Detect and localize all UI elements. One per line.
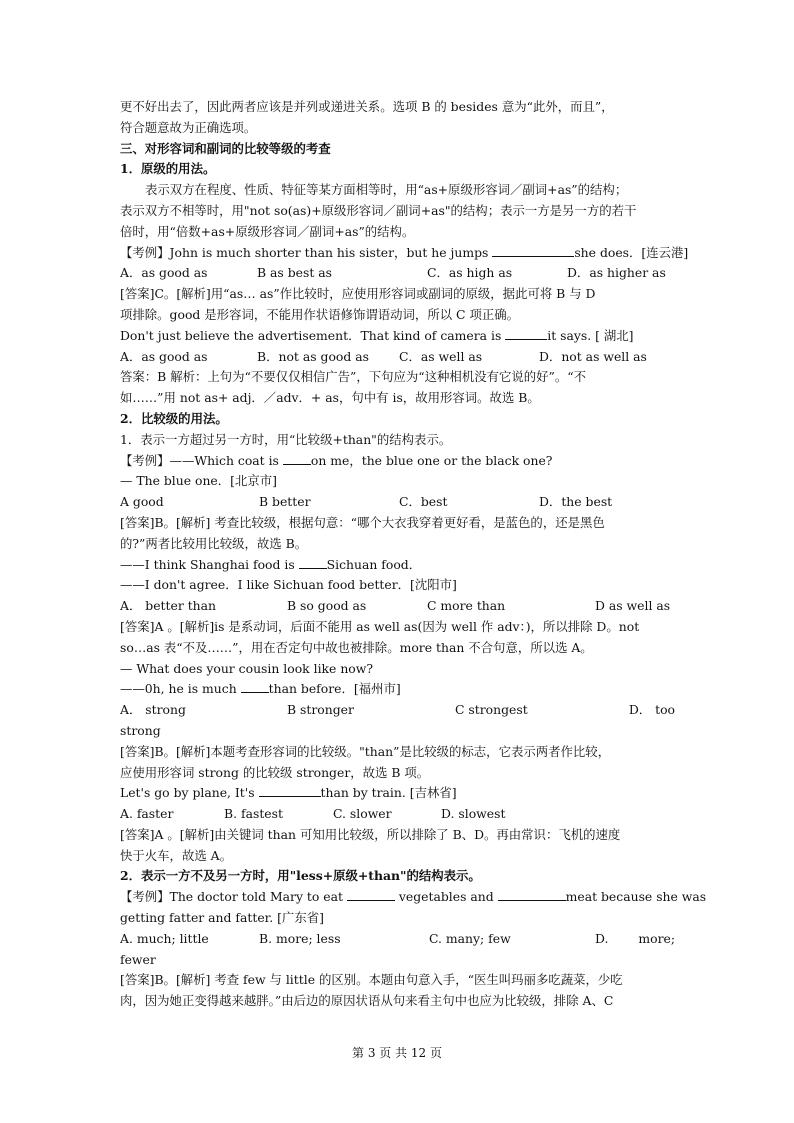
answer-line: [答案]B。[解析] 考查 few 与 little 的区别。本题由句意入手，“医生叫玛丽多吃蔬菜，少吃 <box>120 972 623 988</box>
option: D．not as well as <box>539 348 647 364</box>
question-text: ——I think Shanghai food is <box>120 556 299 572</box>
option: D．the best <box>539 494 613 510</box>
answer-blank <box>299 555 327 569</box>
option-continuation: strong <box>120 722 161 738</box>
question-text: on me，the blue one or the black one? <box>310 452 553 468</box>
question-line <box>120 243 689 264</box>
subsection-heading: 1．原级的用法。 <box>120 161 216 177</box>
option: B stronger <box>287 702 354 718</box>
question-text: meat because she was <box>565 889 707 905</box>
option: C．as high as <box>427 265 513 281</box>
question-text: she does．[连云港] <box>574 244 689 260</box>
option-row <box>120 700 675 721</box>
option: C．as well as <box>399 348 483 364</box>
option: C. many; few <box>429 930 511 946</box>
question-text: Let's go by plane, It's <box>120 785 259 801</box>
option: C．best <box>399 494 448 510</box>
option: A. much; little <box>120 930 209 946</box>
question-line: — The blue one．[北京市] <box>120 473 277 489</box>
answer-line: [答案]B。[解析] 考查比较级，根据句意：“哪个大衣我穿着更好看，是蓝色的，还是黑色 <box>120 514 605 530</box>
option: B as best as <box>257 265 333 281</box>
option: more; <box>638 930 675 946</box>
page-footer: 第 3 页 共 12 页 <box>352 1046 442 1060</box>
option: C. slower <box>333 806 392 822</box>
answer-line: 的?”两者比较用比较级，故选 B。 <box>120 535 308 551</box>
text-line: 更不好出去了，因此两者应该是并列或递进关系。选项 B 的 besides 意为“此外，而且”， <box>120 99 614 114</box>
option-row <box>120 492 675 513</box>
text-line: 1．表示一方超过另一方时，用“比较级+than"的结构表示。 <box>120 431 452 447</box>
answer-blank <box>505 326 547 340</box>
question-text: vegetables and <box>394 889 498 905</box>
option: A．as good as <box>120 348 208 364</box>
question-text: than before．[福州市] <box>268 681 401 697</box>
question-line <box>120 555 675 576</box>
option: D. slowest <box>441 806 506 822</box>
option-continuation: fewer <box>120 951 156 967</box>
question-line <box>120 326 675 347</box>
option: D． too <box>628 702 675 718</box>
option: C more than <box>427 598 506 614</box>
text-line: 表示双方在程度、性质、特征等某方面相等时，用“as+原级形容词／副词+as”的结构； <box>145 182 628 198</box>
option-row <box>120 347 675 368</box>
answer-blank <box>259 783 321 797</box>
question-line <box>120 783 675 804</box>
question-text: than by train. [吉林省] <box>320 785 457 801</box>
answer-blank <box>498 887 566 901</box>
option: B. more; less <box>259 930 341 946</box>
question-text: ——0h, he is much <box>120 681 241 697</box>
option: B．not as good as <box>257 348 370 364</box>
option: B. fastest <box>224 806 283 822</box>
option-row <box>120 929 675 950</box>
option: D．as higher as <box>567 265 666 281</box>
answer-line: [答案]A 。[解析]由关键词 than 可知用比较级，所以排除了 B、D。再由常识：飞机的速度 <box>120 826 621 842</box>
answer-blank <box>347 887 395 901</box>
question-line: getting fatter and fatter. [广东省] <box>120 910 324 926</box>
option: A good <box>120 494 164 510</box>
option: A． strong <box>120 702 186 718</box>
answer-blank <box>492 243 574 257</box>
option: D as well as <box>595 598 671 614</box>
question-line: ——I don't agree．I like Sichuan food better．[沈阳市] <box>120 577 457 593</box>
answer-line: 答案：B 解析：上句为“不要仅仅相信广告”，下句应为“这种相机没有它说的好”。“不 <box>120 369 586 385</box>
option: A． better than <box>120 598 217 614</box>
question-line <box>120 451 675 472</box>
option: C strongest <box>455 702 528 718</box>
question-line <box>120 887 707 908</box>
answer-line: 快于火车，故选 A。 <box>120 847 233 863</box>
question-text: 【考例】John is much shorter than his sister，but he jumps <box>120 244 493 260</box>
option: A. faster <box>120 806 174 822</box>
question-line: — What does your cousin look like now? <box>120 660 374 676</box>
question-text: Don't just believe the advertisement．That kind of camera is <box>120 327 506 343</box>
option: B so good as <box>287 598 367 614</box>
option-row <box>120 263 675 284</box>
answer-line: so…as 表“不及……”，用在否定句中故也被排除。more than 不合句意，所以选 A。 <box>120 639 593 655</box>
question-text: it says. [ 湖北] <box>547 327 634 343</box>
section-heading: 三、对形容词和副词的比较等级的考查 <box>120 140 331 156</box>
option: B better <box>259 494 311 510</box>
answer-line: 应使用形容词 strong 的比较级 stronger，故选 B 项。 <box>120 764 430 780</box>
question-line <box>120 679 675 700</box>
answer-line: [答案]A 。[解析]is 是系动词，后面不能用 as well as(因为 well 作 adv：)，所以排除 D。not <box>120 618 640 634</box>
answer-blank <box>283 451 311 465</box>
option-row <box>120 596 675 617</box>
text-line: 倍时，用“倍数+as+原级形容词／副词+as”的结构。 <box>120 223 415 239</box>
question-text: Sichuan food． <box>326 556 422 572</box>
option: A．as good as <box>120 265 208 281</box>
question-text: 【考例】——Which coat is <box>120 452 283 468</box>
answer-line: [答案]B。[解析]本题考查形容词的比较级。"than”是比较级的标志，它表示两者作比较， <box>120 743 611 759</box>
answer-line: [答案]C。[解析]用“as… as”作比较时，应使用形容词或副词的原级，据此可将 B 与 D <box>120 286 596 302</box>
subsection-heading: 2．表示一方不及另一方时，用"less+原级+than"的结构表示。 <box>120 868 481 884</box>
text-line: 符合题意故为正确选项。 <box>120 119 257 135</box>
answer-line: 如……”用 not as+ adj．／adv．+ as，句中有 is，故用形容词。故选 B。 <box>120 390 540 406</box>
option: D. <box>595 930 609 946</box>
subsection-heading: 2．比较级的用法。 <box>120 410 228 426</box>
answer-blank <box>241 679 269 693</box>
answer-line: 项排除。good 是形容词，不能用作状语修饰谓语动词，所以 C 项正确。 <box>120 306 520 322</box>
option-row <box>120 804 675 825</box>
text-line: 表示双方不相等时，用"not so(as)+原级形容词／副词+as"的结构；表示一方是另一方的若干 <box>120 202 637 218</box>
page-content <box>120 97 707 1012</box>
answer-line: 肉，因为她正变得越来越胖。”由后边的原因状语从句来看主句中也应为比较级，排除 A、C <box>120 993 614 1009</box>
question-text: 【考例】The doctor told Mary to eat <box>120 889 347 905</box>
